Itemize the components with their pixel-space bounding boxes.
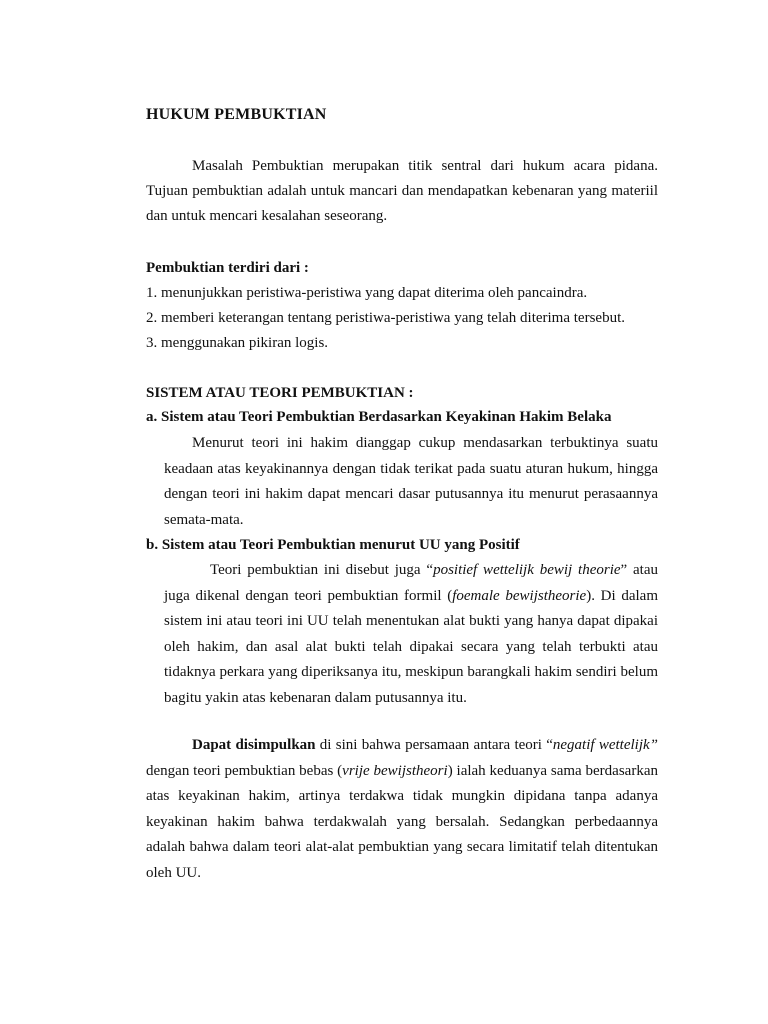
systems-heading: SISTEM ATAU TEORI PEMBUKTIAN : xyxy=(146,385,414,401)
system-b-term-2: foemale bewijstheorie xyxy=(452,587,587,604)
system-b-paragraph xyxy=(164,558,658,711)
system-b-term-1: positief wettelijk bewij theorie xyxy=(433,562,621,578)
list-item: 1. menunjukkan peristiwa-peristiwa yang dapat diterima oleh pancaindra. xyxy=(146,285,588,301)
system-b-heading: b. Sistem atau Teori Pembuktian menurut UU yang Positif xyxy=(146,537,520,553)
components-heading: Pembuktian terdiri dari : xyxy=(146,260,309,276)
conclusion-text-2: dengan teori pembuktian bebas ( xyxy=(146,762,343,779)
conclusion-lead: Dapat disimpulkan xyxy=(192,737,316,753)
list-item: 2. memberi keterangan tentang peristiwa-peristiwa yang telah diterima tersebut. xyxy=(146,310,625,326)
conclusion-text-3: ) ialah keduanya sama berdasarkan atas keyakinan hakim, artinya terdakwa tidak mungkin dipidana tanpa adanya keyakinan hakim bahwa terdakwalah yang bersalah. Sedangkan perbedaannya adalah bahwa dalam teori alat-alat pembuktian yang secara limitatif telah ditentukan oleh UU. xyxy=(146,762,658,881)
conclusion-text-1: di sini bahwa persamaan antara teori “ xyxy=(315,737,553,753)
intro-paragraph: Masalah Pembuktian merupakan titik sentral dari hukum acara pidana. Tujuan pembuktian adalah untuk mancari dan mendapatkan kebenaran yang materiil dan untuk mencari kesalahan seseorang. xyxy=(146,158,658,224)
conclusion-term-2: vrije bewijstheori xyxy=(342,762,448,779)
conclusion-paragraph xyxy=(146,733,658,886)
document-title: HUKUM PEMBUKTIAN xyxy=(146,106,327,123)
system-b-text-3: ). Di dalam sistem ini atau teori ini UU telah menentukan alat bukti yang hanya dapat dipakai oleh hakim, dan asal alat bukti telah dipakai secara yang telah terbukti atau tidaknya perkara yang diperiksanya itu, meskipun barangkali hakim sendiri belum bagitu yakin atas kebenaran dalam putusannya itu. xyxy=(164,587,658,706)
system-a-heading: a. Sistem atau Teori Pembuktian Berdasarkan Keyakinan Hakim Belaka xyxy=(146,409,612,425)
system-b-text-2: ” atau juga dikenal dengan teori pembuktian formil ( xyxy=(164,562,659,604)
list-item: 3. menggunakan pikiran logis. xyxy=(146,335,329,351)
system-b-text-1: Teori pembuktian ini disebut juga “ xyxy=(210,562,434,578)
components-list xyxy=(146,256,658,356)
conclusion-term-1: negatif wettelijk” xyxy=(552,737,658,753)
system-a-paragraph: Menurut teori ini hakim dianggap cukup mendasarkan terbuktinya suatu keadaan atas keyakinannya dengan tidak terikat pada suatu aturan hukum, hingga dengan teori ini hakim dapat mencari dasar putusannya itu menurut perasaannya semata-mata. xyxy=(164,435,658,528)
